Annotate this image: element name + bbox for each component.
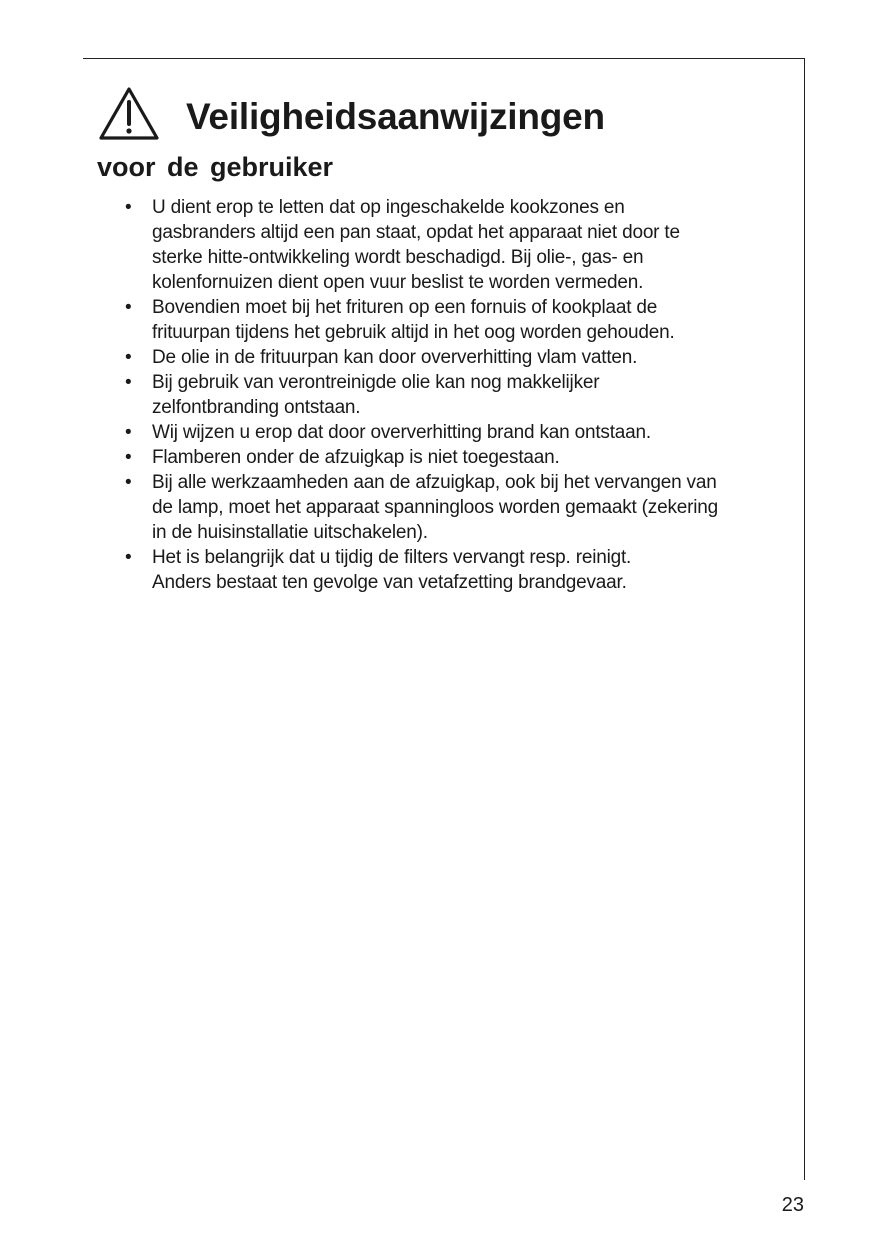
warning-triangle-icon [98,86,160,142]
bullet-icon: • [125,347,132,368]
list-item-line: Flamberen onder de afzuigkap is niet toegestaan. [152,447,560,468]
list-item [125,195,790,295]
right-rule [804,58,805,1180]
bullet-icon: • [125,297,132,318]
bullet-icon: • [125,422,132,443]
page-number: 23 [781,1194,804,1216]
list-item-line: frituurpan tijdens het gebruik altijd in het oog worden gehouden. [152,322,675,343]
list-item-line: in de huisinstallatie uitschakelen). [152,522,428,543]
list-item [125,545,790,595]
page-title: Veiligheidsaanwijzingen [186,96,605,137]
list-item [125,370,790,420]
list-item-line: De olie in de frituurpan kan door oververhitting vlam vatten. [152,347,638,368]
list-item-line: Bij gebruik van verontreinigde olie kan nog makkelijker [152,372,600,393]
safety-instructions-list [125,195,790,595]
list-item [125,345,790,370]
list-item-line: Anders bestaat ten gevolge van vetafzetting brandgevaar. [152,572,627,593]
list-item-line: Wij wijzen u erop dat door oververhitting brand kan ontstaan. [152,422,651,443]
list-item-line: kolenfornuizen dient open vuur beslist te worden vermeden. [152,272,644,293]
list-item-line: sterke hitte-ontwikkeling wordt beschadigd. Bij olie-, gas- en [152,247,644,268]
list-item [125,445,790,470]
bullet-icon: • [125,547,132,568]
page-subtitle: voor de gebruiker [97,152,334,182]
list-item-line: gasbranders altijd een pan staat, opdat het apparaat niet door te [152,222,680,243]
bullet-icon: • [125,447,132,468]
list-item-line: zelfontbranding ontstaan. [152,397,361,418]
list-item-line: de lamp, moet het apparaat spanningloos worden gemaakt (zekering [152,497,718,518]
list-item-line: Bovendien moet bij het frituren op een fornuis of kookplaat de [152,297,658,318]
list-item [125,295,790,345]
list-item-line: U dient erop te letten dat op ingeschakelde kookzones en [152,197,625,218]
top-rule [83,58,805,59]
bullet-icon: • [125,472,132,493]
bullet-icon: • [125,372,132,393]
list-item [125,470,790,545]
list-item [125,420,790,445]
list-item-line: Bij alle werkzaamheden aan de afzuigkap, ook bij het vervangen van [152,472,717,493]
bullet-icon: • [125,197,132,218]
list-item-line: Het is belangrijk dat u tijdig de filters vervangt resp. reinigt. [152,547,632,568]
